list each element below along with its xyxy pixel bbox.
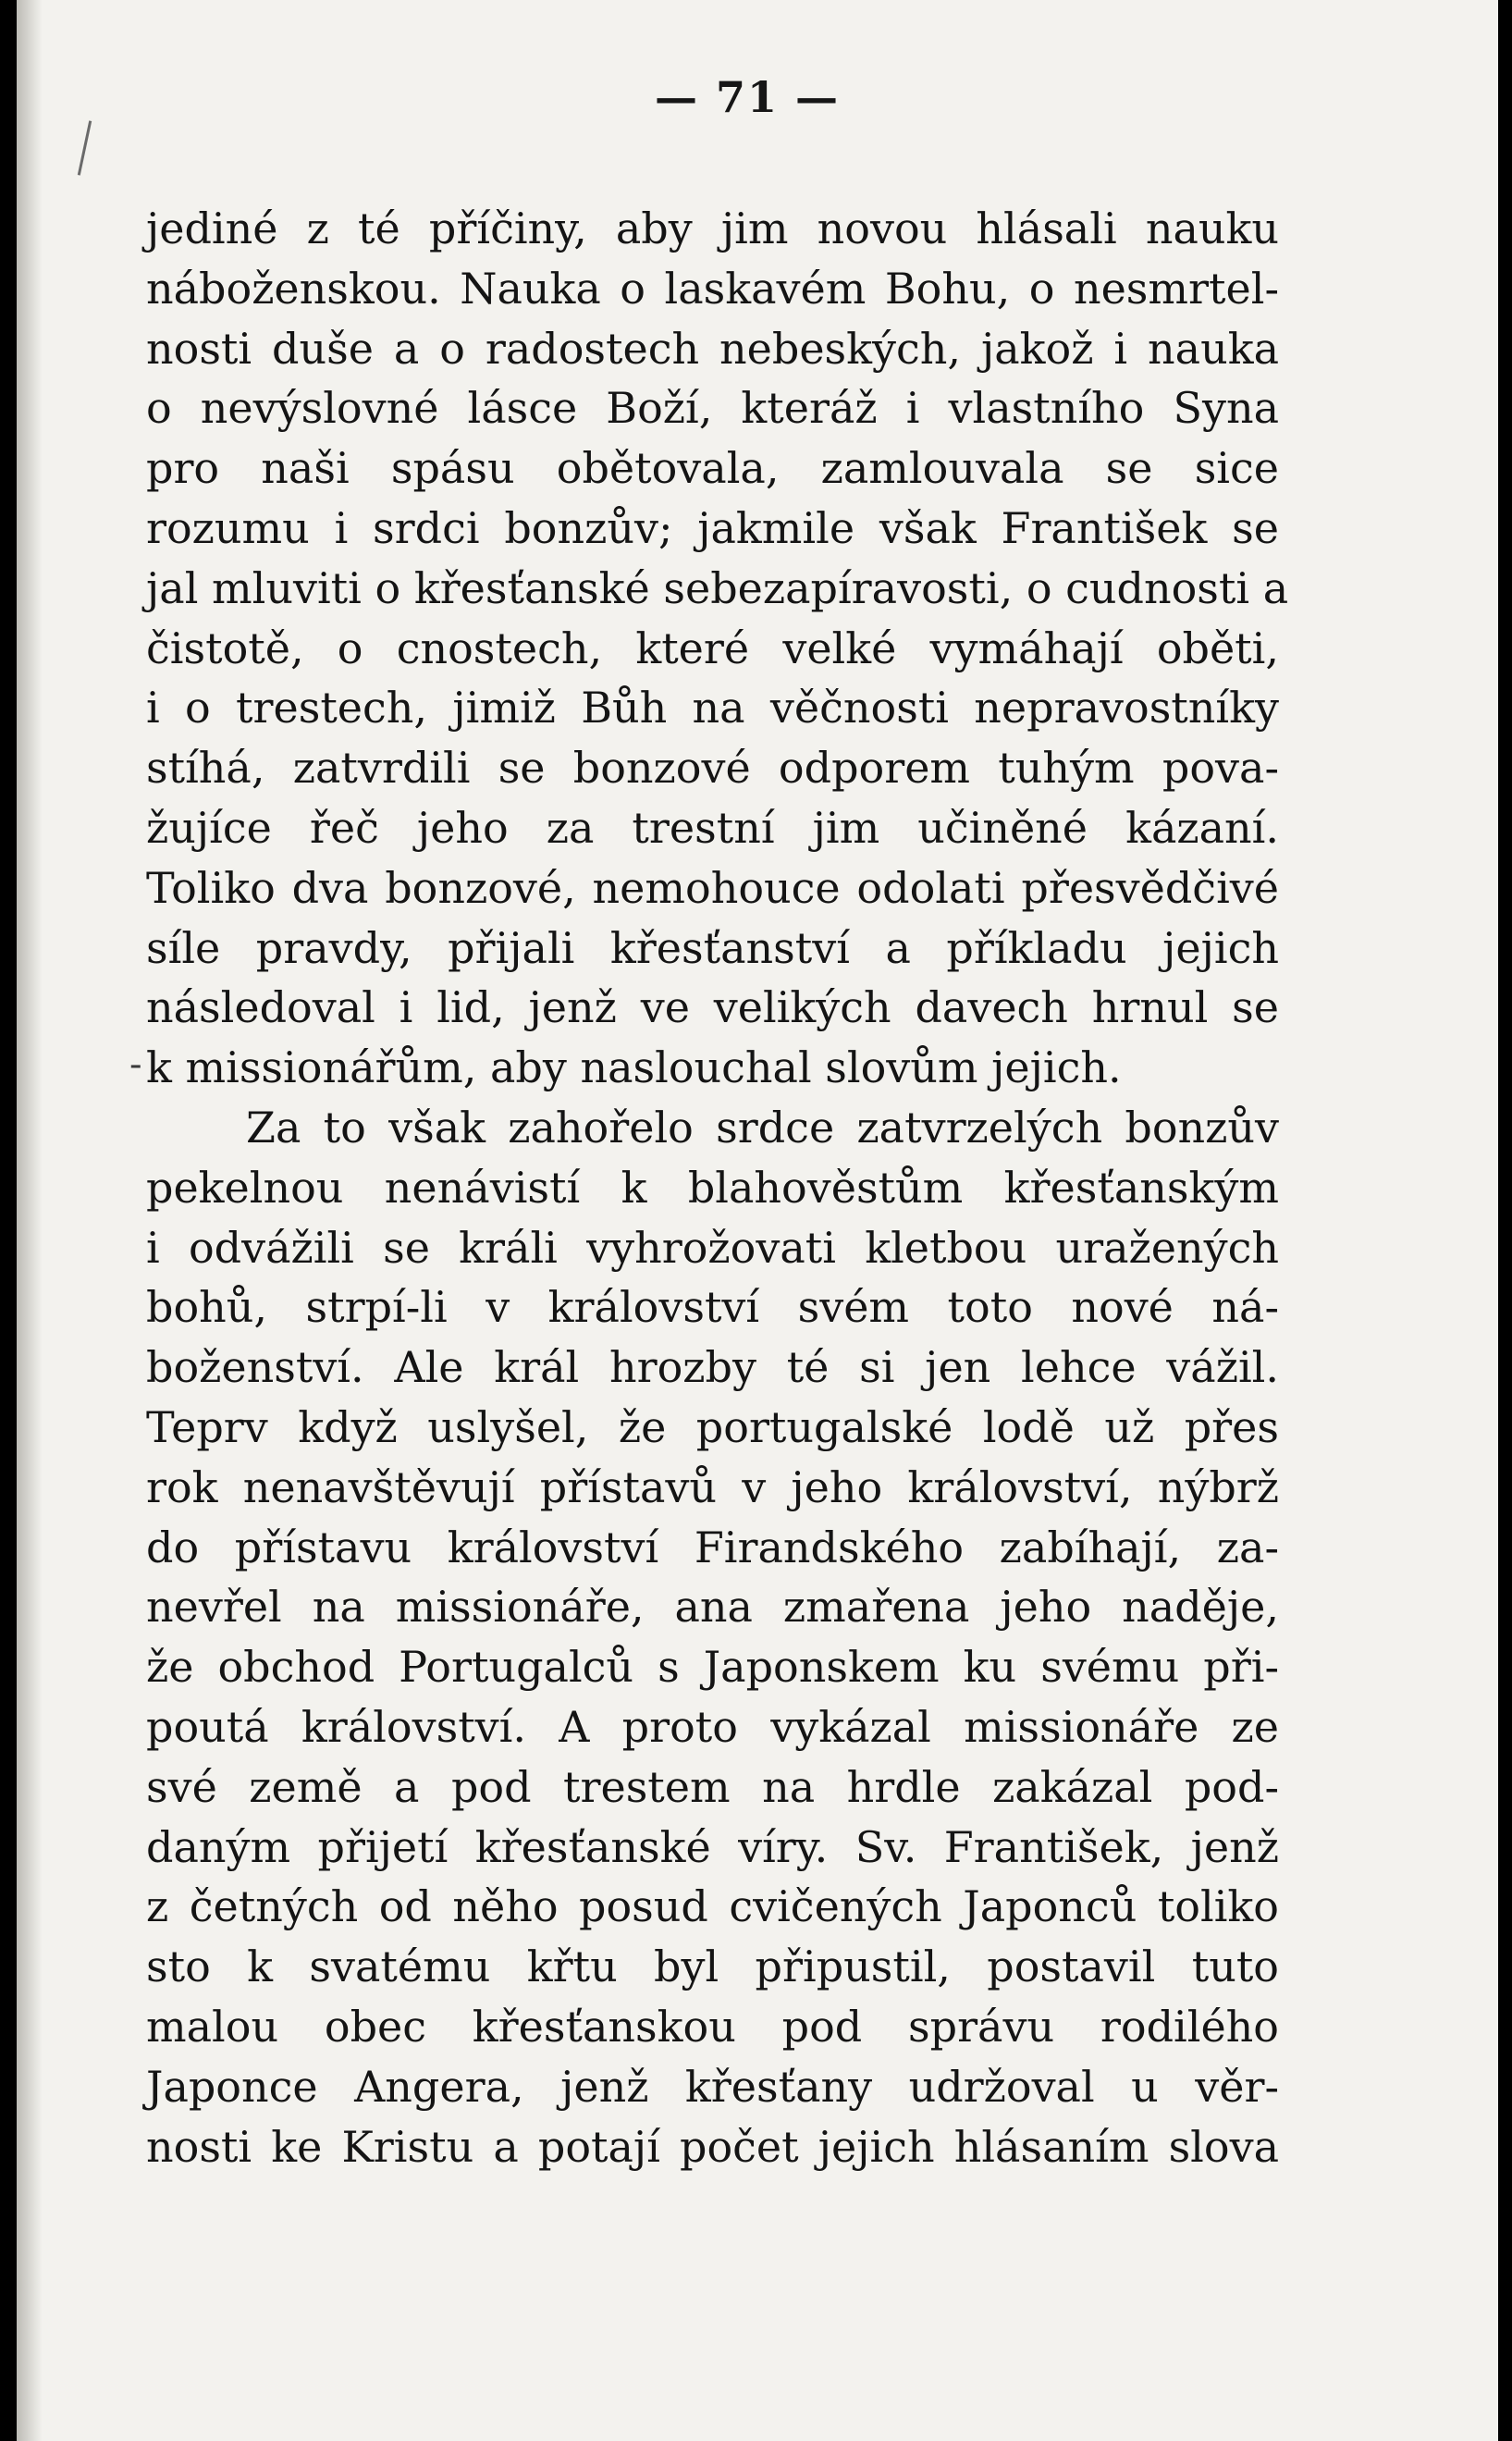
text-line: pekelnou nenávistí k blahověstům křesťanským <box>146 1162 1279 1213</box>
text-line: i o trestech, jimiž Bůh na věčnosti nepravostníky <box>146 683 1279 734</box>
book-page <box>17 0 1498 2441</box>
text-line: čistotě, o cnostech, které velké vymáhají oběti, <box>146 623 1279 673</box>
text-line: daným přijetí křesťanské víry. Sv. František, jenž <box>146 1821 1279 1872</box>
text-line: poutá království. A proto vykázal missionáře ze <box>146 1701 1279 1752</box>
margin-tick-mark <box>78 120 92 175</box>
text-line: své země a pod trestem na hrdle zakázal pod- <box>146 1761 1279 1812</box>
paragraph-start-line: Za to však zahořelo srdce zatvrzelých bonzův <box>246 1102 1279 1153</box>
text-line: malou obec křesťanskou pod správu rodilého <box>146 2001 1279 2052</box>
text-line: k missionářům, aby naslouchal slovům jejich. <box>146 1042 1122 1093</box>
text-line: jal mluviti o křesťanské sebezapíravosti, o cudnosti a <box>146 562 1289 613</box>
text-line: rok nenavštěvují přístavů v jeho království, nýbrž <box>146 1461 1279 1512</box>
text-line: síle pravdy, přijali křesťanství a příkladu jejich <box>146 922 1279 973</box>
text-line: Teprv když uslyšel, že portugalské lodě už přes <box>146 1401 1279 1452</box>
text-line: následoval i lid, jenž ve velikých davech hrnul se <box>146 982 1279 1033</box>
text-line: nosti ke Kristu a potají počet jejich hlásaním slova <box>146 2121 1279 2172</box>
text-line: Japonce Angera, jenž křesťany udržoval u věr- <box>146 2061 1279 2112</box>
text-line: nevřel na missionáře, ana zmařena jeho naděje, <box>146 1582 1279 1633</box>
text-line: že obchod Portugalců s Japonskem ku svému při- <box>146 1642 1279 1693</box>
body-text <box>146 199 1289 2176</box>
text-line: rozumu i srdci bonzův; jakmile však František se <box>146 502 1279 553</box>
page-edge-shadow <box>17 0 43 2441</box>
text-line: o nevýslovné lásce Boží, kteráž i vlastního Syna <box>146 383 1279 434</box>
text-line: boženství. Ale král hrozby té si jen lehce vážil. <box>146 1342 1279 1393</box>
text-line: i odvážili se králi vyhrožovati kletbou uražených <box>146 1222 1279 1273</box>
text-line: Toliko dva bonzové, nemohouce odolati přesvědčivé <box>146 862 1279 913</box>
margin-dash-mark: - <box>129 1043 142 1086</box>
text-line: z četných od něho posud cvičených Japonců toliko <box>146 1881 1279 1932</box>
text-line: náboženskou. Nauka o laskavém Bohu, o nesmrtel- <box>146 263 1279 314</box>
text-line: pro naši spásu obětovala, zamlouvala se sice <box>146 443 1279 494</box>
text-line: jediné z té příčiny, aby jim novou hlásali nauku <box>146 203 1279 253</box>
text-line: žujíce řeč jeho za trestní jim učiněné kázaní. <box>146 802 1279 853</box>
text-line: do přístavu království Firandského zabíhají, za- <box>146 1522 1279 1572</box>
text-line: nosti duše a o radostech nebeských, jakož i nauka <box>146 323 1279 374</box>
page-number: — 71 — <box>654 72 841 122</box>
text-line: sto k svatému křtu byl připustil, postavil tuto <box>146 1942 1279 1992</box>
text-line: bohů, strpí-li v království svém toto nové ná- <box>146 1282 1279 1333</box>
text-line: stíhá, zatvrdili se bonzové odporem tuhým pova- <box>146 743 1279 794</box>
